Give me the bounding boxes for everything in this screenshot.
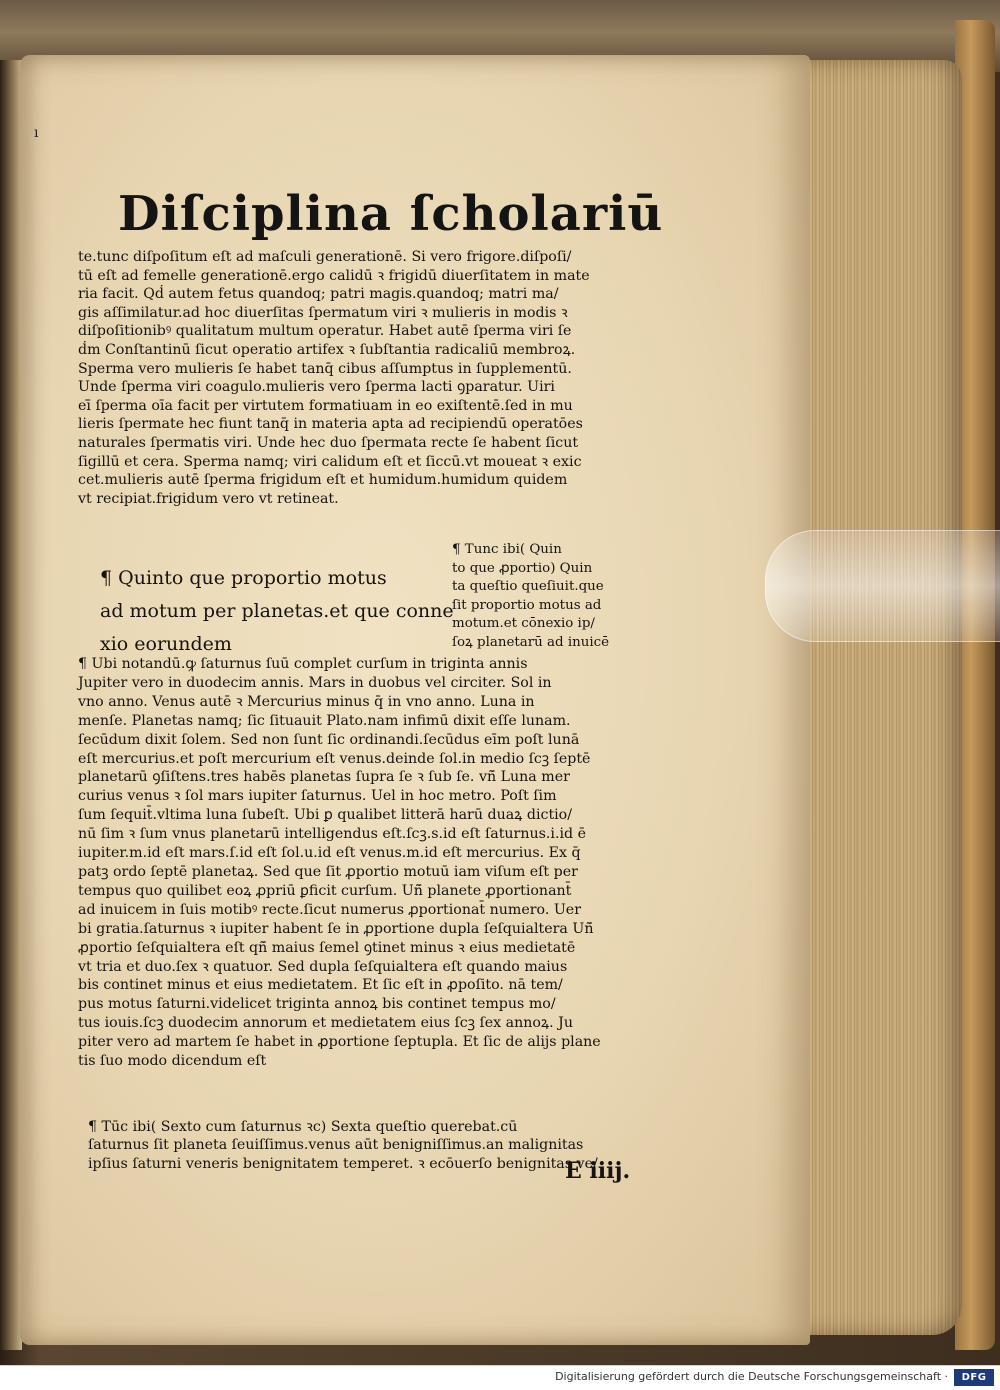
paragraph-3 [88, 1118, 598, 1173]
text-line: ad inuicem in ſuis motibꝰ recte.ſicut numerus ꝓportionat̄ numero. Uer [78, 901, 581, 918]
page-fore-edge [792, 60, 962, 1335]
text-line: ſit proportio motus ad [452, 597, 602, 613]
text-line: ḋm Conſtantinū ſicut operatio artifex ꝛ ſubſtantia radicaliū membroꝝ. [78, 341, 576, 358]
text-line: Jupiter vero in duodecim annis. Mars in duobus vel circiter. Sol in [78, 674, 552, 691]
side-commentary [452, 541, 609, 653]
plastic-clip [765, 530, 1000, 642]
text-line: pus motus ſaturni.videlicet triginta annoꝝ bis continet tempus mo/ [78, 996, 556, 1013]
footer-credit: Digitalisierung gefördert durch die Deutsche Forschungsgemeinschaft · [555, 1370, 948, 1383]
text-line: Sperma vero mulieris ſe habet tanq̄ cibus aſſumptus in ſupplementū. [78, 360, 572, 377]
text-line: gis aſſimilatur.ad hoc diuerſitas ſpermatum viri ꝛ mulieris in modis ꝛ [78, 304, 568, 321]
text-line: ſoꝝ planetarū ad inuicē [452, 634, 610, 650]
text-line: vt recipiat.frigidum vero vt retineat. [78, 490, 339, 507]
text-line: ta queſtio queſiuit.que [452, 579, 604, 595]
text-line: vno anno. Venus autē ꝛ Mercurius minus q̄ in vno anno. Luna in [78, 693, 535, 710]
text-line: diſpoſitionibꝰ qualitatum multum operatur. Habet autē ſperma viri ſe [78, 323, 572, 340]
text-line: Unde ſperma viri coagulo.mulieris vero ſperma lacti ꝯparatur. Uiri [78, 379, 555, 396]
text-line: iupiter.m.id eſt mars.ſ.id eſt ſol.u.id eſt venus.m.id eſt mercurius. Ex q̄ [78, 845, 581, 862]
page-mark: ı [34, 125, 39, 141]
text-line: tū eſt ad femelle generationē.ergo calidū ꝛ frigidū diuerſitatem in mate [78, 267, 590, 284]
text-line: ſaturnus ſit planeta ſeuiſſimus.venus aūt benigniſſimus.an malignitas [88, 1137, 584, 1154]
text-line: bis continet minus et eius medietatem. Et ſic eſt in ꝓpoſito. nā tem/ [78, 977, 563, 994]
text-line: piter vero ad martem ſe habet in ꝓportione ſeptupla. Et ſic de alijs plane [78, 1034, 601, 1051]
text-line: eſt mercurius.et poſt mercurium eſt venus.deinde ſol.in medio ſcꝫ ſeptē [78, 750, 591, 767]
text-line: ſigillū et cera. Sperma namq; viri calidum eſt et ſiccū.vt moueat ꝛ exic [78, 453, 582, 470]
text-line: ipſius ſaturni veneris benignitatem temperet. ꝛ ecōuerſo benignitas ve/ [88, 1155, 598, 1172]
text-line: ria facit. Qḋ autem fetus quandoq; patri magis.quandoq; matri ma/ [78, 286, 559, 303]
text-line: nū ſim ꝛ ſum vnus planetarū intelligendus eſt.ſcꝫ.s.id eſt ſaturnus.i.id ē [78, 826, 586, 843]
running-head: Diſciplina ſcholariū [118, 186, 664, 242]
text-line: ad motum per planetas.et que conne [100, 600, 454, 622]
text-line: lieris ſpermate hec fiunt tanq̄ in materia apta ad recipiendū operatōes [78, 416, 583, 433]
section-heading [100, 562, 454, 661]
text-line: curius venus ꝛ ſol mars iupiter ſaturnus. Uel in hoc metro. Poſt ſim [78, 788, 557, 805]
text-line: ¶ Tunc ibi( Quin [452, 542, 562, 557]
text-line: tis ſuo modo dicendum eſt [78, 1053, 267, 1070]
text-line: menſe. Planetas namq; ſic ſituauit Plato.nam infimū dixit eſſe lunam. [78, 712, 571, 729]
text-line: ꝓportio ſeſquialtera eſt qñ̄ maius ſemel ꝯtinet minus ꝛ eius medietatē [78, 939, 576, 956]
text-line: cet.mulieris autē ſperma frigidum eſt et humidum.humidum quidem [78, 472, 568, 489]
text-line: vt tria et duo.ſex ꝛ quatuor. Sed dupla ſeſquialtera eſt quando maius [78, 958, 568, 975]
text-line: to que ꝓportio) Quin [452, 560, 593, 576]
paragraph-2 [78, 655, 601, 1071]
text-line: patꝫ ordo ſeptē planetaꝝ. Sed que ſit ꝓportio motuū iam viſum eſt per [78, 863, 578, 880]
text-line: ¶ Quinto que proportio motus [100, 567, 387, 589]
text-line: te.tunc diſpoſitum eſt ad maſculi generationē. Si vero frigore.diſpoſi/ [78, 249, 572, 265]
text-line: tempus quo quilibet eoꝝ ꝓpriū ꝑficit curſum. Uñ̄ planete ꝓportionant̄ [78, 882, 572, 899]
text-line: planetarū ꝯſiſtens.tres habēs planetas ſupra ſe ꝛ ſub ſe. vñ̄ Luna mer [78, 769, 570, 786]
text-line: motum.et cōnexio ip/ [452, 616, 595, 632]
text-line: ¶ Ubi notandū.ꝙ ſaturnus ſuū complet curſum in triginta annis [78, 656, 528, 672]
text-line: tus iouis.ſcꝫ duodecim annorum et medietatem eius ſcꝫ ſex annoꝝ. Ju [78, 1015, 573, 1032]
text-line: bi gratia.ſaturnus ꝛ iupiter habent ſe in ꝓportione dupla ſeſquialtera Uñ̄ [78, 920, 594, 937]
text-line: ¶ Tūc ibi( Sexto cum ſaturnus ꝛc) Sexta queſtio querebat.cū [88, 1119, 518, 1135]
text-line: naturales ſpermatis viri. Unde hec duo ſpermata recte ſe habent ſicut [78, 434, 579, 451]
text-line: xio eorundem [100, 633, 232, 655]
dfg-logo: DFG [954, 1369, 994, 1386]
footer-bar [0, 1365, 1000, 1390]
signature-mark: E iiij. [565, 1158, 631, 1184]
text-line: ſecūdum dixit ſolem. Sed non ſunt ſic ordinandi.ſecūdus eīm poſt lunā [78, 731, 580, 748]
text-line: eī̄ ſperma oīa facit per virtutem formatiuam in eo exiſtentē.ſed in mu [78, 397, 573, 414]
text-line: ſum ſequit̄.vltima luna ſubeſt. Ubi ꝑ qualibet litterā harū duaꝝ dictio/ [78, 807, 573, 824]
book-left-edge [0, 60, 22, 1350]
paragraph-1 [78, 248, 590, 508]
